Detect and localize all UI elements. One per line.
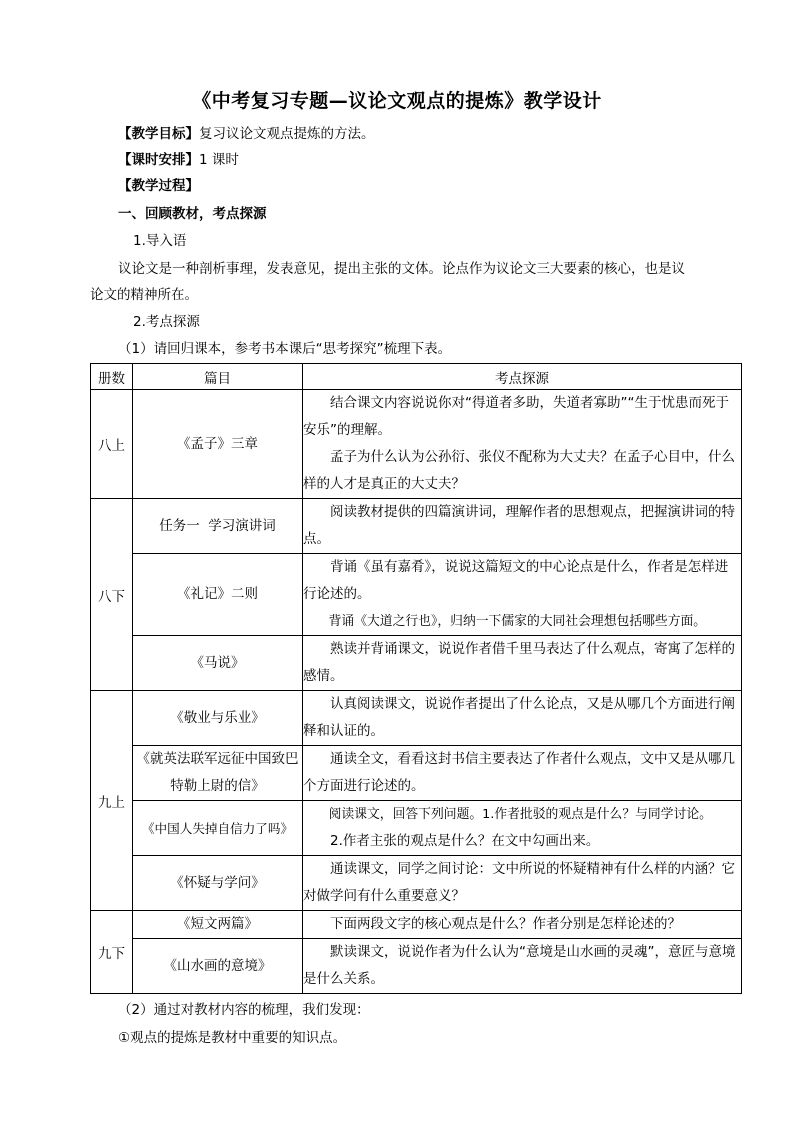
exam-point: 通读课文，同学之间讨论：文中所说的怀疑精神有什么样的内涵？它对做学问有什么重要意义？ xyxy=(303,861,735,904)
table-header-row xyxy=(91,364,742,390)
exam-point: 2.作者主张的观点是什么？在文中勾画出来。 xyxy=(330,833,600,849)
article-cell: 《马说》 xyxy=(133,636,303,691)
article-cell: 任务一 学习演讲词 xyxy=(133,499,303,554)
class-hours-text: 1 课时 xyxy=(199,152,239,168)
teaching-goal xyxy=(118,124,375,144)
table-row xyxy=(91,499,742,554)
finding-1: ①观点的提炼是教材中重要的知识点。 xyxy=(118,1030,347,1046)
header-exam-points: 考点探源 xyxy=(303,364,742,390)
article-cell: 《孟子》三章 xyxy=(133,390,303,499)
exam-point: 认真阅读课文，说说作者提出了什么论点，又是从哪几个方面进行阐释和认证的。 xyxy=(303,696,735,739)
exam-point: 通读全文，看看这封书信主要表达了作者什么观点，文中又是从哪几个方面进行论述的。 xyxy=(303,751,735,794)
intro-paragraph-line1: 议论文是一种剖析事理，发表意见，提出主张的文体。论点作为议论文三大要素的核心，也是议 xyxy=(118,261,685,277)
subheading-exam-origin: 2.考点探源 xyxy=(133,314,200,330)
article-cell: 《礼记》二则 xyxy=(133,554,303,636)
exam-point: 熟读并背诵课文，说说作者借千里马表达了什么观点，寄寓了怎样的感情。 xyxy=(303,641,735,684)
exam-point: 孟子为什么认为公孙衍、张仪不配称为大丈夫？在孟子心目中，什么样的人才是真正的大丈夫？ xyxy=(303,449,735,492)
exam-points-table xyxy=(90,363,742,994)
exam-point: 背诵《大道之行也》，归纳一下儒家的大同社会理想包括哪些方面。 xyxy=(328,614,707,629)
exam-point: 结合课文内容说说你对“得道者多助，失道者寡助”“生于忧患而死于安乐”的理解。 xyxy=(303,395,729,438)
header-volume: 册数 xyxy=(91,364,133,390)
class-hours-label: 【课时安排】 xyxy=(118,152,199,168)
header-article: 篇目 xyxy=(133,364,303,390)
volume-cell: 八下 xyxy=(91,499,133,691)
table-row xyxy=(91,939,742,994)
exam-point-cell xyxy=(303,856,742,911)
table-row xyxy=(91,554,742,636)
exam-point-cell xyxy=(303,801,742,856)
class-hours xyxy=(118,150,239,170)
subheading-intro: 1.导入语 xyxy=(133,233,187,249)
document-title: 《中考复习专题—议论文观点的提炼》教学设计 xyxy=(192,90,602,112)
table-row xyxy=(91,691,742,746)
exam-point: 阅读课文，回答下列问题。1.作者批驳的观点是什么？与同学讨论。 xyxy=(328,807,712,822)
table-row xyxy=(91,390,742,499)
intro-paragraph-line2: 论文的精神所在。 xyxy=(90,287,198,303)
teaching-process-label: 【教学过程】 xyxy=(118,178,199,194)
article-cell: 《短文两篇》 xyxy=(133,911,303,939)
exam-point-cell xyxy=(303,499,742,554)
volume-cell: 九上 xyxy=(91,691,133,911)
article-cell: 《山水画的意境》 xyxy=(133,939,303,994)
table-row xyxy=(91,856,742,911)
instruction-1: （1）请回归课本，参考书本课后“思考探究”梳理下表。 xyxy=(118,341,452,357)
article-cell: 《中国人失掉自信力了吗》 xyxy=(133,801,303,856)
section-heading: 一、回顾教材，考点探源 xyxy=(118,206,267,222)
exam-point-cell xyxy=(303,746,742,801)
article-cell: 《敬业与乐业》 xyxy=(133,691,303,746)
exam-point: 背诵《虽有嘉肴》，说说这篇短文的中心论点是什么，作者是怎样进行论述的。 xyxy=(303,559,729,602)
exam-point: 默读课文，说说作者为什么认为“意境是山水画的灵魂”，意匠与意境是什么关系。 xyxy=(303,944,736,987)
exam-point-cell xyxy=(303,691,742,746)
exam-point: 阅读教材提供的四篇演讲词，理解作者的思想观点，把握演讲词的特点。 xyxy=(303,504,735,547)
exam-point-cell xyxy=(303,390,742,499)
exam-point-cell xyxy=(303,911,742,939)
exam-point-cell xyxy=(303,554,742,636)
article-cell: 《怀疑与学问》 xyxy=(133,856,303,911)
exam-point-cell xyxy=(303,636,742,691)
exam-point: 下面两段文字的核心观点是什么？作者分别是怎样论述的？ xyxy=(330,916,681,932)
volume-cell: 八上 xyxy=(91,390,133,499)
table-row xyxy=(91,911,742,939)
volume-cell: 九下 xyxy=(91,911,133,994)
article-cell: 《就英法联军远征中国致巴特勒上尉的信》 xyxy=(133,746,303,801)
table-row xyxy=(91,746,742,801)
instruction-2: （2）通过对教材内容的梳理，我们发现： xyxy=(118,1002,370,1018)
table-row xyxy=(91,636,742,691)
exam-point-cell xyxy=(303,939,742,994)
table-row xyxy=(91,801,742,856)
teaching-goal-label: 【教学目标】 xyxy=(118,126,199,142)
teaching-goal-text: 复习议论文观点提炼的方法。 xyxy=(199,126,375,142)
